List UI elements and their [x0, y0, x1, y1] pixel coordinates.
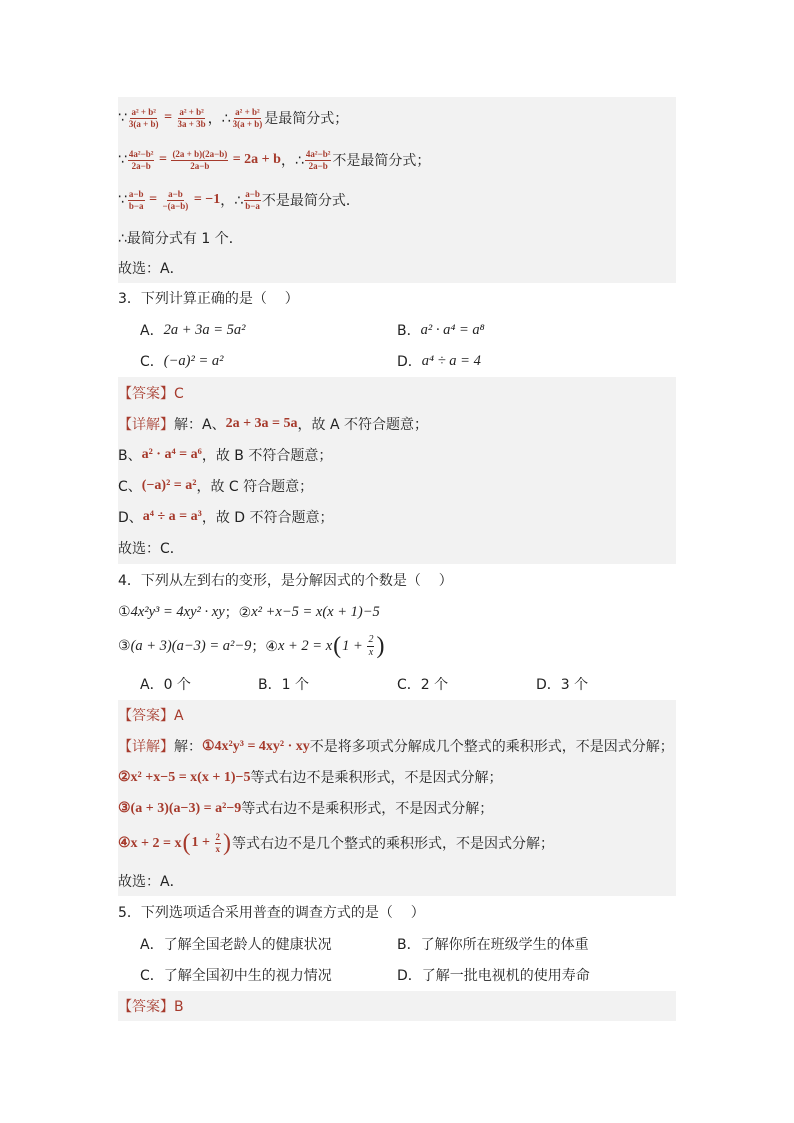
solution-line — [118, 501, 334, 533]
fraction-numerator: a−b — [128, 189, 144, 200]
math-expression: 1 + — [191, 835, 214, 850]
math-expression: x + 2 = x — [277, 637, 333, 654]
fraction-numerator: 2 — [368, 634, 374, 645]
fraction-denominator: 3a + 3b — [177, 118, 206, 129]
question-stem — [118, 564, 453, 596]
text-run: ，故 C 符合题意； — [196, 479, 314, 495]
fraction — [305, 149, 332, 171]
fraction — [232, 107, 264, 129]
fraction — [171, 149, 228, 171]
fraction — [215, 832, 222, 854]
text-run: D． — [397, 354, 422, 370]
answer-label: 【答案】C — [118, 386, 184, 402]
math-expression: ③(a + 3)(a−3) = a²−9 — [118, 800, 242, 816]
choice-option — [397, 928, 589, 960]
answer-label: 【详解】 — [118, 417, 174, 433]
solution-line — [118, 865, 184, 897]
math-expression: ②x² +x−5 = x(x + 1)−5 — [118, 769, 251, 785]
fraction-numerator: (2a + b)(2a−b) — [172, 149, 228, 160]
choice-option — [397, 959, 590, 991]
solution-line — [118, 827, 554, 859]
parenthesis: ) — [223, 830, 231, 856]
solution-line — [118, 408, 428, 440]
fraction-denominator: x — [215, 843, 220, 854]
text-run: C．2 个 — [397, 677, 449, 693]
solution-line — [118, 184, 360, 216]
question-stem — [118, 282, 299, 314]
text-run: ，故 B 不符合题意； — [201, 448, 333, 464]
fraction-numerator: 2 — [215, 832, 220, 843]
solution-block — [118, 991, 676, 1021]
fraction-numerator: 4a²−b² — [128, 149, 154, 160]
math-expression: a² · a⁴ = a⁶ — [141, 447, 202, 462]
math-expression: 1 + — [342, 637, 367, 654]
text-run: D、 — [118, 510, 143, 526]
text-run: 5．下列选项适合采用普查的调查方式的是（ ） — [118, 905, 425, 921]
text-run: ∴最简分式有 1 个． — [118, 231, 243, 247]
answer-label: 【详解】 — [118, 739, 174, 755]
fraction — [128, 189, 145, 211]
solution-line — [118, 252, 184, 284]
fraction — [177, 107, 207, 129]
text-run: ∵ — [118, 152, 127, 168]
math-expression: ④x + 2 = x — [118, 835, 182, 851]
text-run: 故选：C． — [118, 541, 184, 557]
text-run: 等式右边不是乘积形式，不是因式分解； — [241, 801, 494, 817]
fraction — [244, 189, 261, 211]
math-expression: a² · a⁴ = a⁸ — [420, 321, 485, 338]
math-expression: = −1 — [190, 192, 221, 207]
fraction — [128, 107, 160, 129]
fraction-denominator: x — [368, 646, 374, 658]
fraction-denominator: 2a−b — [190, 160, 210, 171]
math-expression: a⁴ ÷ a = a³ — [142, 509, 202, 524]
text-run: ，故 A 不符合题意； — [297, 417, 429, 433]
choice-option — [140, 345, 223, 377]
question-expression-line — [118, 596, 380, 628]
text-run: D．了解一批电视机的使用寿命 — [397, 968, 590, 984]
choice-option — [140, 314, 246, 346]
fraction-numerator: a−b — [245, 189, 260, 200]
text-run: 不是最简分式； — [332, 153, 431, 169]
solution-line — [118, 439, 332, 471]
text-run: ∵ — [118, 110, 127, 126]
math-expression: = — [145, 192, 161, 207]
answer-label: 【答案】A — [118, 708, 184, 724]
text-run: 3．下列计算正确的是（ ） — [118, 291, 299, 307]
text-run: 等式右边不是乘积形式，不是因式分解； — [250, 770, 503, 786]
solution-line — [118, 470, 313, 502]
text-run: ∵ — [118, 192, 127, 208]
choice-option — [536, 668, 588, 700]
text-run: 是最简分式； — [264, 111, 349, 127]
question-stem — [118, 896, 425, 928]
text-run: B．了解你所在班级学生的体重 — [397, 937, 589, 953]
fraction — [162, 189, 190, 211]
fraction-numerator: a² + b² — [179, 107, 204, 118]
text-run: 故选：A． — [118, 874, 184, 890]
math-expression: (−a)² = a² — [141, 478, 197, 493]
text-run: ；④ — [251, 639, 278, 655]
text-run: A．0 个 — [140, 677, 191, 693]
text-run: C、 — [118, 479, 142, 495]
math-expression: (−a)² = a² — [163, 352, 224, 369]
fraction-numerator: a² + b² — [131, 107, 156, 118]
fraction — [128, 149, 155, 171]
text-run: B．1 个 — [258, 677, 309, 693]
choice-option — [258, 668, 309, 700]
text-run: C． — [140, 354, 164, 370]
fraction-denominator: 3(a + b) — [232, 118, 263, 129]
fraction-numerator: a−b — [168, 189, 183, 200]
solution-line — [118, 144, 430, 176]
solution-line — [118, 699, 184, 731]
solution-line — [118, 102, 348, 134]
question-expression-line — [118, 630, 385, 662]
choice-option — [397, 668, 448, 700]
math-expression: (a + 3)(a−3) = a²−9 — [130, 637, 252, 654]
text-run: 不是将多项式分解成几个整式的乘积形式，不是因式分解； — [309, 739, 674, 755]
text-run: B． — [397, 323, 421, 339]
text-run: 等式右边不是几个整式的乘积形式，不是因式分解； — [232, 836, 554, 852]
choice-option — [397, 345, 481, 377]
parenthesis: ( — [182, 830, 191, 856]
parenthesis: ( — [333, 633, 342, 659]
choice-option — [140, 668, 191, 700]
fraction-denominator: 2a−b — [131, 160, 151, 171]
math-expression: ①4x²y³ = 4xy² · xy — [202, 738, 310, 754]
solution-line — [118, 761, 502, 793]
choice-option — [397, 314, 485, 346]
text-run: ③ — [118, 638, 131, 654]
fraction-denominator: 2a−b — [308, 160, 328, 171]
text-run: D．3 个 — [536, 677, 589, 693]
solution-line — [118, 222, 243, 254]
choice-option — [140, 959, 332, 991]
math-expression: 4x²y³ = 4xy² · xy — [130, 603, 225, 620]
math-expression: x² +x−5 = x(x + 1)−5 — [251, 603, 380, 620]
text-run: A．了解全国老龄人的健康状况 — [140, 937, 332, 953]
solution-line — [118, 730, 674, 762]
solution-line — [118, 792, 493, 824]
math-expression: = — [155, 152, 171, 167]
text-run: 不是最简分式． — [261, 193, 360, 209]
math-expression: a⁴ ÷ a = 4 — [421, 352, 481, 369]
fraction-denominator: b−a — [245, 200, 260, 211]
text-run: 解： — [174, 739, 202, 755]
fraction-numerator: 4a²−b² — [305, 149, 331, 160]
text-run: ，∴ — [220, 193, 244, 209]
text-run: ，∴ — [280, 153, 304, 169]
fraction — [367, 634, 374, 658]
text-run: ，故 D 不符合题意； — [201, 510, 334, 526]
text-run: A． — [140, 323, 164, 339]
math-expression: = — [160, 110, 176, 125]
fraction-numerator: a² + b² — [235, 107, 260, 118]
text-run: ，∴ — [207, 111, 231, 127]
fraction-denominator: −(a−b) — [162, 200, 189, 211]
fraction-denominator: b−a — [128, 200, 144, 211]
text-run: B、 — [118, 448, 142, 464]
text-run: 4．下列从左到右的变形，是分解因式的个数是（ ） — [118, 573, 453, 589]
text-run: 解：A、 — [174, 417, 226, 433]
text-run: C．了解全国初中生的视力情况 — [140, 968, 332, 984]
solution-line — [118, 532, 184, 564]
solution-line — [118, 377, 184, 409]
choice-option — [140, 928, 332, 960]
math-expression: 2a + 3a = 5a — [225, 416, 298, 431]
answer-label: 【答案】B — [118, 999, 184, 1015]
text-run: ；② — [224, 605, 252, 621]
fraction-denominator: 3(a + b) — [128, 118, 159, 129]
text-run: ① — [118, 604, 131, 620]
text-run: 故选：A． — [118, 261, 184, 277]
math-expression: 2a + 3a = 5a² — [163, 321, 246, 338]
parenthesis: ) — [376, 633, 385, 659]
math-expression: = 2a + b — [229, 152, 281, 167]
solution-line — [118, 990, 184, 1022]
